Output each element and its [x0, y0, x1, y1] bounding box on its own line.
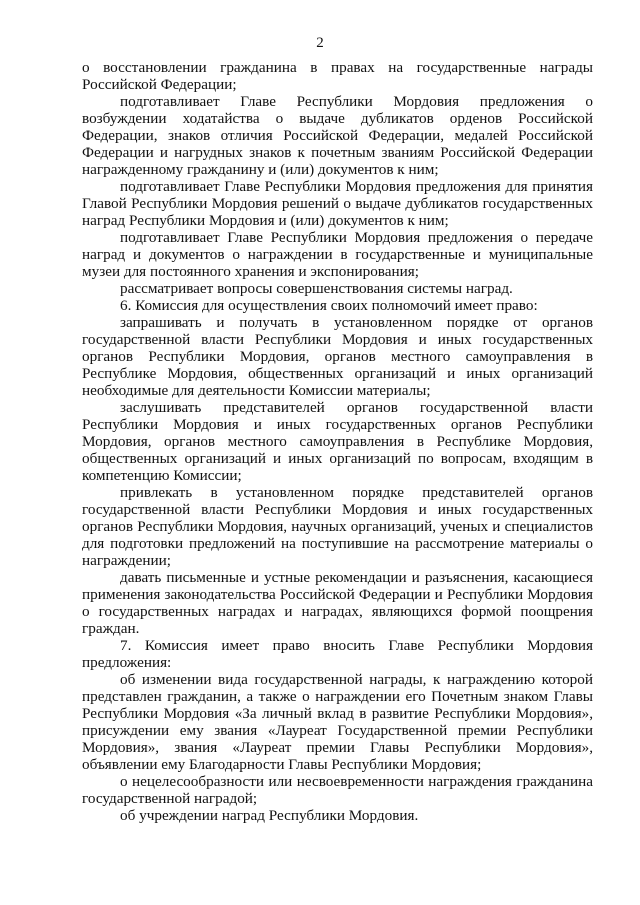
- paragraph-improvement-awards-system: рассматривает вопросы совершенствования системы наград.: [120, 280, 513, 297]
- paragraph-duplicates-rf-awards: подготавливает Главе Республики Мордовия предложения о возбуждении ходатайства о выдаче дубликатов орденов Российской Федерации, знаков отличия Российской Федерации, медалей Российской Федерации и нагрудных знаков к почетным званиям Российской Федерации награжденному гражданину и (или) документов к ним;: [82, 93, 593, 178]
- paragraph-transfer-to-museums: подготавливает Главе Республики Мордовия предложения о передаче наград и документов о награждении в государственные и муниципальные музеи для постоянного хранения и экспонирования;: [82, 229, 593, 280]
- paragraph-inexpediency: о нецелесообразности или несвоевременности награждения гражданина государственной наградой;: [82, 773, 593, 807]
- paragraph-restoration-rights: о восстановлении гражданина в правах на государственные награды Российской Федерации;: [82, 59, 593, 93]
- paragraph-section-7-heading: 7. Комиссия имеет право вносить Главе Республики Мордовия предложения:: [82, 637, 593, 671]
- paragraph-change-award-type: об изменении вида государственной награды, к награждению которой представлен гражданин, а также о награждении его Почетным знаком Главы Республики Мордовия «За личный вклад в развитие Республики Мордовия», присуждении ему звания «Лауреат Государственной премии Республики Мордовия», звания «Лауреат премии Главы Республики Мордовия», объявлении ему Благодарности Главы Республики Мордовия;: [82, 671, 593, 773]
- paragraph-section-6-heading: 6. Комиссия для осуществления своих полномочий имеет право:: [120, 297, 538, 314]
- paragraph-establish-awards: об учреждении наград Республики Мордовия.: [120, 807, 419, 824]
- paragraph-involve-specialists: привлекать в установленном порядке представителей органов государственной власти Республики Мордовия и иных государственных органов Республики Мордовия, научных организаций, ученых и специалистов для подготовки предложений на поступившие на рассмотрение материалы о награждении;: [82, 484, 593, 569]
- page-number: 2: [316, 35, 324, 51]
- document-body: [82, 59, 593, 824]
- paragraph-hear-representatives: заслушивать представителей органов государственной власти Республики Мордовия и иных государственных органов Республики Мордовия, органов местного самоуправления в Республике Мордовия, общественных организаций и иных организаций по вопросам, входящим в компетенцию Комиссии;: [82, 399, 593, 484]
- paragraph-give-recommendations: давать письменные и устные рекомендации и разъяснения, касающиеся применения законодательства Российской Федерации и Республики Мордовия о государственных наградах и наградах, являющихся формой поощрения граждан.: [82, 569, 593, 637]
- paragraph-duplicates-rm-awards: подготавливает Главе Республики Мордовия предложения для принятия Главой Республики Мордовия решений о выдаче дубликатов государственных наград Республики Мордовия и (или) документов к ним;: [82, 178, 593, 229]
- paragraph-request-materials: запрашивать и получать в установленном порядке от органов государственной власти Республики Мордовия и иных государственных органов Республики Мордовия, органов местного самоуправления в Республике Мордовия, общественных организаций и иных организаций необходимые для деятельности Комиссии материалы;: [82, 314, 593, 399]
